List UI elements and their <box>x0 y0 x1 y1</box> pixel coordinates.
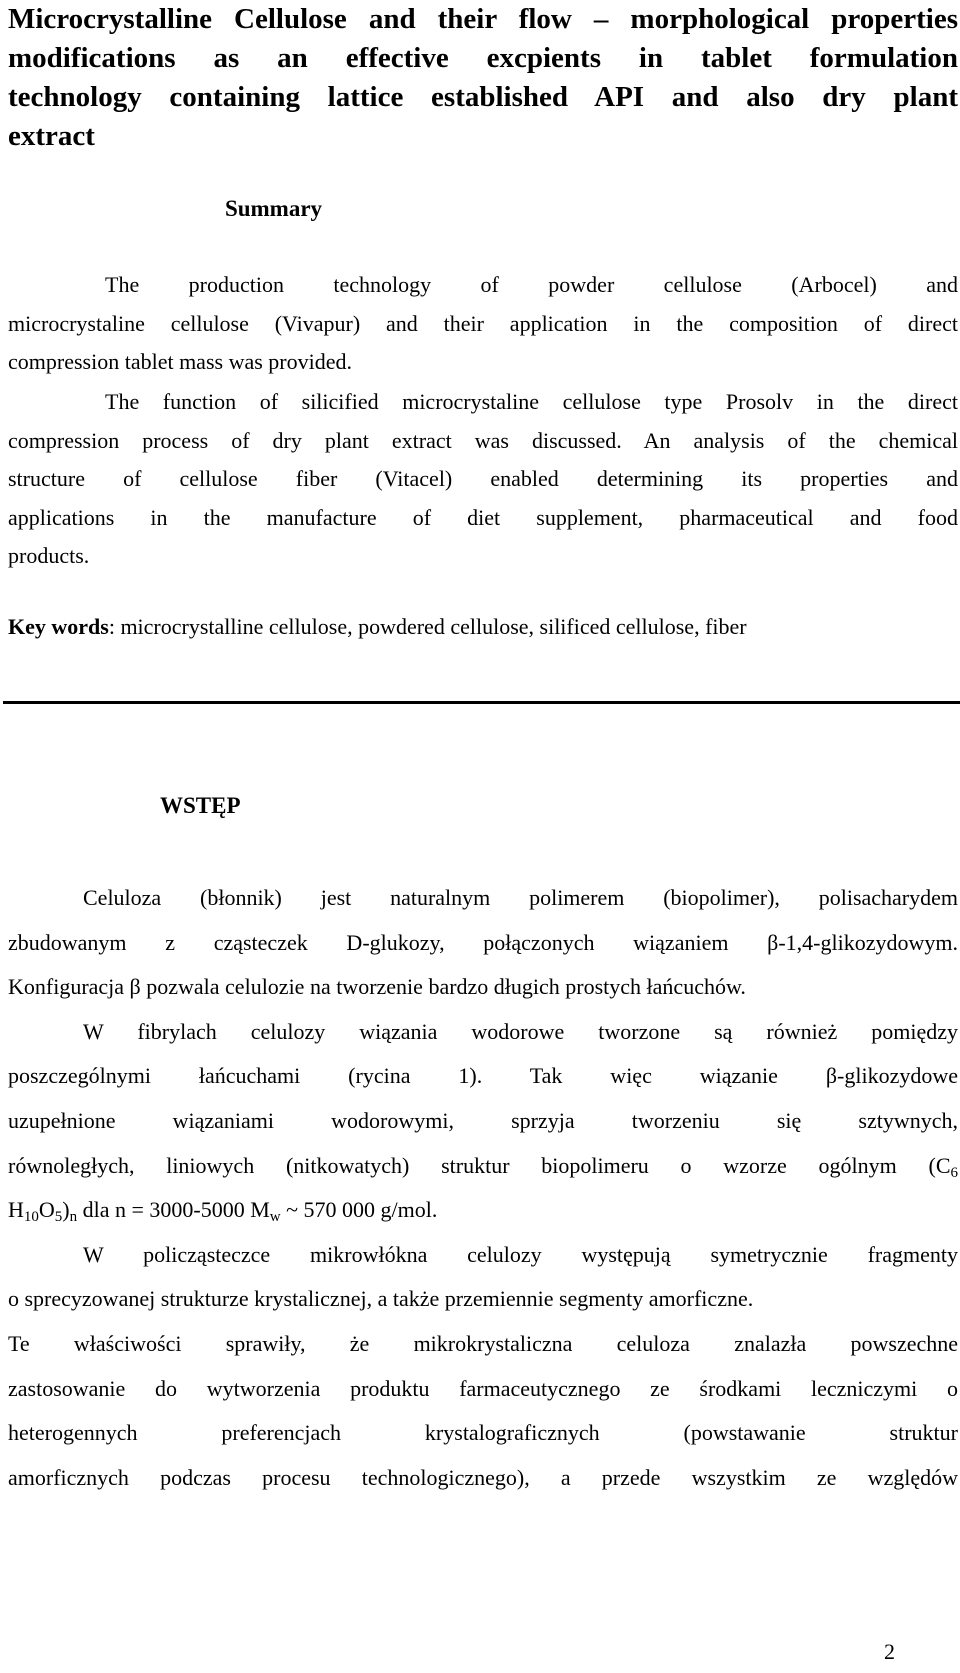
text-line: heterogennych preferencjach krystalograficznych (powstawanie struktur <box>8 1420 958 1446</box>
subscript: w <box>269 1209 281 1226</box>
text-line <box>8 1144 958 1189</box>
text-line: zastosowanie do wytworzenia produktu farmaceutycznego ze środkami leczniczymi o <box>8 1375 958 1401</box>
text-line: compression process of dry plant extract was discussed. An analysis of the chemical <box>8 427 958 453</box>
paper-title <box>8 0 958 156</box>
summary-paragraph-2 <box>8 383 958 576</box>
section-body <box>8 876 958 1500</box>
text-fragment: O <box>38 1197 55 1223</box>
text-line: compression tablet mass was provided. <box>8 349 352 374</box>
subscript: 10 <box>23 1209 39 1226</box>
text-fragment: równoległych, liniowych (nitkowatych) struktur biopolimeru o wzorze ogólnym (C <box>8 1152 951 1178</box>
text-line: products. <box>8 543 90 568</box>
text-fragment: ) <box>62 1197 70 1223</box>
keywords-label: Key words <box>8 614 109 639</box>
text-line: W policząsteczce mikrowłókna celulozy występują symetrycznie fragmenty <box>83 1241 958 1267</box>
text-fragment: H <box>8 1197 24 1223</box>
text-line: The function of silicified microcrystaline cellulose type Prosolv in the direct <box>105 389 958 414</box>
text-line: Te właściwości sprawiły, że mikrokrystaliczna celuloza znalazła powszechne <box>8 1330 958 1356</box>
section-heading: WSTĘP <box>160 793 241 818</box>
text-line: zbudowanym z cząsteczek D-glukozy, połączonych wiązaniem β-1,4-glikozydowym. <box>8 929 958 955</box>
text-line: applications in the manufacture of diet supplement, pharmaceutical and food <box>8 504 958 530</box>
summary-heading: Summary <box>224 196 323 221</box>
text-line: The production technology of powder cellulose (Arbocel) and <box>105 272 958 297</box>
title-line: technology containing lattice established API and also dry plant <box>8 81 958 113</box>
text-line: poszczególnymi łańcuchami (rycina 1). Tak więc wiązanie β-glikozydowe <box>8 1063 958 1089</box>
section-divider <box>3 701 960 704</box>
page-number: 2 <box>884 1639 895 1664</box>
subscript: n <box>69 1209 78 1226</box>
text-line: o sprecyzowanej strukturze krystalicznej, a także przemiennie segmenty amorficzne. <box>8 1286 754 1312</box>
subscript: 6 <box>950 1164 958 1181</box>
text-fragment: ~ 570 000 g/mol. <box>280 1197 438 1223</box>
title-line: Microcrystalline Cellulose and their flow – morphological properties <box>8 3 958 35</box>
text-line: Celuloza (błonnik) jest naturalnym polimerem (biopolimer), polisacharydem <box>83 885 958 910</box>
text-line: structure of cellulose fiber (Vitacel) enabled determining its properties and <box>8 466 958 491</box>
keywords <box>8 608 958 646</box>
keywords-text: : microcrystalline cellulose, powdered cellulose, silificed cellulose, fiber <box>108 614 747 639</box>
text-fragment: dla n = 3000-5000 M <box>77 1197 270 1223</box>
title-line: extract <box>8 120 95 152</box>
text-line: Konfiguracja β pozwala celulozie na tworzenie bardzo długich prostych łańcuchów. <box>8 974 746 1000</box>
subscript: 5 <box>54 1209 63 1226</box>
formula-line <box>8 1188 958 1233</box>
text-line: W fibrylach celulozy wiązania wodorowe tworzone są również pomiędzy <box>83 1018 958 1044</box>
title-line: modifications as an effective excpients in tablet formulation <box>8 42 958 74</box>
text-line: uzupełnione wiązaniami wodorowymi, sprzyja tworzeniu się sztywnych, <box>8 1107 958 1133</box>
summary-paragraph-1 <box>8 266 958 382</box>
text-line: amorficznych podczas procesu technologicznego), a przede wszystkim ze względów <box>8 1464 958 1490</box>
text-line: microcrystaline cellulose (Vivapur) and their application in the composition of direct <box>8 310 958 336</box>
